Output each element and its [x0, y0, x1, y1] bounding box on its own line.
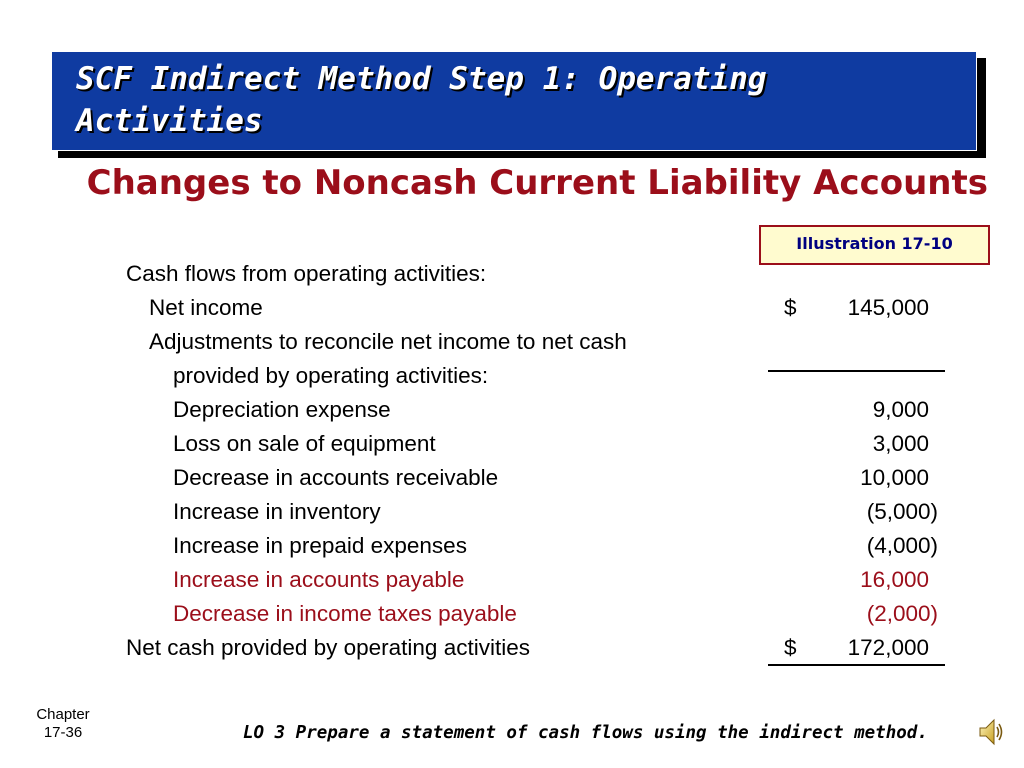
- speaker-icon[interactable]: [978, 716, 1004, 748]
- total-amount: 172,000: [847, 635, 929, 660]
- adjustment-label: Loss on sale of equipment: [173, 431, 436, 456]
- net-income-amount: 145,000: [847, 295, 929, 320]
- slide-subtitle: Changes to Noncash Current Liability Accounts: [86, 163, 988, 203]
- cash-flow-statement: [0, 257, 1024, 665]
- total-dollar: $: [784, 635, 797, 660]
- chapter-number: 17-36: [43, 724, 83, 741]
- adjustment-amount: 10,000: [860, 465, 929, 490]
- adjustment-label: Decrease in income taxes payable: [173, 601, 517, 626]
- slide-title-line2: Activities: [76, 103, 263, 139]
- adjustment-amount: 16,000: [860, 567, 929, 592]
- adjustments-label-line1: Adjustments to reconcile net income to net cash: [149, 329, 627, 354]
- adjustment-item-row: [0, 427, 1024, 461]
- statement-header: Cash flows from operating activities:: [126, 261, 487, 286]
- statement-header-row: [0, 257, 1024, 291]
- chapter-label: Chapter: [36, 706, 90, 723]
- subtotal-rule: [768, 370, 945, 372]
- adjustment-amount: (4,000): [866, 533, 938, 558]
- adjustment-item-row: [0, 495, 1024, 529]
- net-income-label: Net income: [149, 295, 263, 320]
- adjustments-row-2: [0, 359, 1024, 393]
- net-income-row: [0, 291, 1024, 325]
- adjustment-label: Depreciation expense: [173, 397, 391, 422]
- adjustment-item-row: [0, 393, 1024, 427]
- adjustment-item-row-highlighted: [0, 563, 1024, 597]
- total-rule: [768, 664, 945, 666]
- adjustment-amount: 9,000: [872, 397, 929, 422]
- adjustment-amount: (5,000): [866, 499, 938, 524]
- adjustment-amount: 3,000: [872, 431, 929, 456]
- adjustment-item-row: [0, 529, 1024, 563]
- learning-objective: LO 3 Prepare a statement of cash flows using the indirect method.: [243, 723, 928, 743]
- adjustment-label: Increase in accounts payable: [173, 567, 465, 592]
- slide-title: [76, 58, 952, 142]
- slide-title-line1: SCF Indirect Method Step 1: Operating: [76, 61, 767, 97]
- adjustment-label: Increase in prepaid expenses: [173, 533, 467, 558]
- adjustment-item-row: [0, 461, 1024, 495]
- chapter-indicator: [28, 706, 98, 742]
- adjustment-item-row-highlighted: [0, 597, 1024, 631]
- adjustment-label: Decrease in accounts receivable: [173, 465, 499, 490]
- adjustment-label: Increase in inventory: [173, 499, 381, 524]
- title-banner: [51, 51, 977, 151]
- adjustments-row-1: [0, 325, 1024, 359]
- illustration-badge: Illustration 17-10: [759, 225, 990, 265]
- net-income-dollar: $: [784, 295, 797, 320]
- adjustment-amount: (2,000): [866, 601, 938, 626]
- adjustments-label-line2: provided by operating activities:: [173, 363, 489, 388]
- total-label: Net cash provided by operating activities: [126, 635, 530, 660]
- total-row: [0, 631, 1024, 665]
